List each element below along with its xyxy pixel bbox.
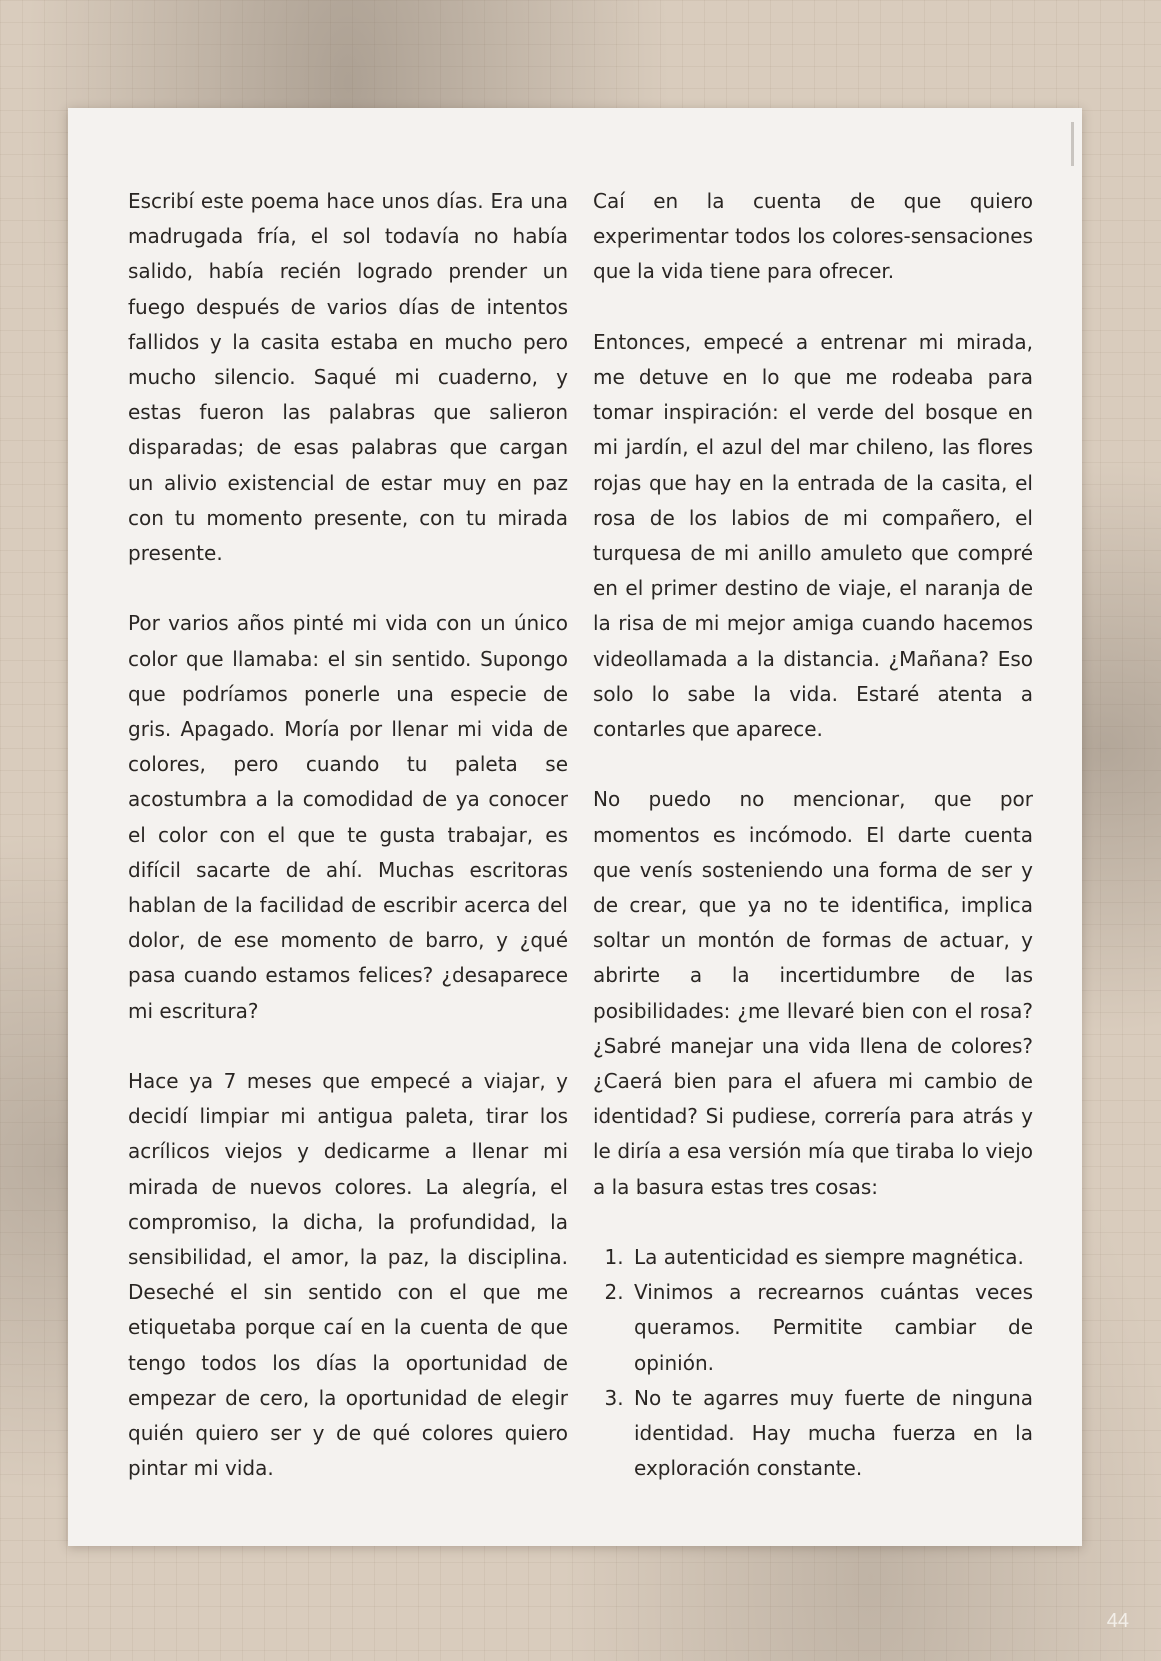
left-text-column — [128, 184, 568, 1522]
paragraph-poem-intro: Escribí este poema hace unos días. Era una madrugada fría, el sol todavía no había salido, había recién logrado prender un fuego después de varios días de intentos fallidos y la casita estaba en mucho pero mucho silencio. Saqué mi cuaderno, y estas fueron las palabras que salieron disparadas; de esas palabras que cargan un alivio existencial de estar muy en paz con tu momento presente, con tu mirada presente. — [128, 189, 568, 566]
paragraph-train-gaze: Entonces, empecé a entrenar mi mirada, me detuve en lo que me rodeaba para tomar inspiración: el verde del bosque en mi jardín, el azul del mar chileno, las flores rojas que hay en la entrada de la casita, el rosa de los labios de mi compañero, el turquesa de mi anillo amuleto que compré en el primer destino de viaje, el naranja de la risa de mi mejor amiga cuando hacemos videollamada a la distancia. ¿Mañana? Eso solo lo sabe la vida. Estaré atenta a contarles que aparece. — [593, 329, 1033, 742]
paragraph-colors-sensations: Caí en la cuenta de que quiero experimentar todos los colores-sensaciones que la vida tiene para ofrecer. — [593, 189, 1033, 284]
list-item: 2. Vinimos a recrearnos cuántas veces queramos. Permitite cambiar de opinión. — [630, 1275, 1033, 1381]
three-things-list — [593, 1240, 1033, 1486]
paragraph-uncomfortable: No puedo no mencionar, que por momentos es incómodo. El darte cuenta que venís sosteniendo una forma de ser y de crear, que ya no te identifica, implica soltar un montón de formas de actuar, y abrirte a la incertidumbre de las posibilidades: ¿me llevaré bien con el rosa? ¿Sabré manejar una vida llena de colores? ¿Caerá bien para el afuera mi cambio de identidad? Si pudiese, correría para atrás y le diría a esa versión mía que tiraba lo viejo a la basura estas tres cosas: — [593, 787, 1033, 1199]
list-item: 1. La autenticidad es siempre magnética. — [630, 1240, 1033, 1275]
paragraph-gray-color: Por varios años pinté mi vida con un único color que llamaba: el sin sentido. Supongo que podríamos ponerle una especie de gris. Apagado. Moría por llenar mi vida de colores, pero cuando tu paleta se acostumbra a la comodidad de ya conocer el color con el que te gusta trabajar, es difícil sacarte de ahí. Muchas escritoras hablan de la facilidad de escribir acerca del dolor, de ese momento de barro, y ¿qué pasa cuando estamos felices? ¿desaparece mi escritura? — [128, 611, 568, 1023]
paragraph-new-palette: Hace ya 7 meses que empecé a viajar, y decidí limpiar mi antigua paleta, tirar los acrílicos viejos y dedicarme a llenar mi mirada de nuevos colores. La alegría, el compromiso, la dicha, la profundidad, la sensibilidad, el amor, la paz, la disciplina. Deseché el sin sentido con el que me etiquetaba porque caí en la cuenta de que tengo todos los días la oportunidad de empezar de cero, la oportunidad de elegir quién quiero ser y de qué colores quiero pintar mi vida. — [128, 1069, 568, 1481]
page-number: 44 — [1106, 1610, 1129, 1632]
paper-sheet — [68, 108, 1082, 1546]
paper-edge-mark — [1071, 122, 1074, 166]
list-item: 3. No te agarres muy fuerte de ninguna identidad. Hay mucha fuerza en la exploración constante. — [630, 1381, 1033, 1487]
right-text-column — [593, 184, 1033, 1486]
